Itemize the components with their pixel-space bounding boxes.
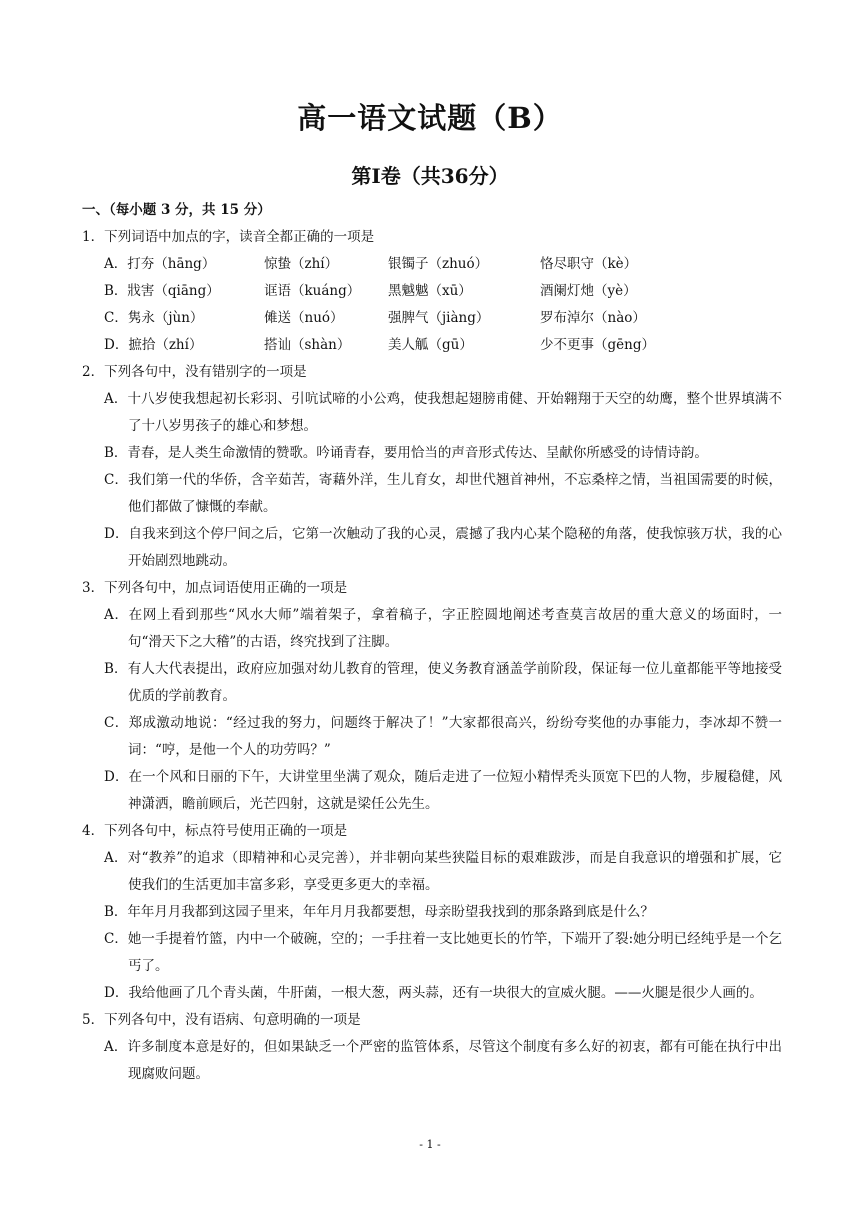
option-b: B．年年月月我都到这园子里来，年年月月我都要想，母亲盼望我找到的那条路到底是什么？ bbox=[104, 904, 654, 920]
option-row-d bbox=[82, 332, 782, 359]
part-heading: 第Ⅰ卷（共36分） bbox=[351, 164, 509, 188]
option-b: B．有人大代表提出，政府应加强对幼儿教育的管理，使义务教育涵盖学前阶段，保证每一位儿童都能平等地接受优质的学前教育。 bbox=[104, 661, 782, 704]
exam-title: 高一语文试题（B） bbox=[297, 101, 563, 135]
option-row-c bbox=[82, 305, 782, 332]
option-cell: 恪尽职守（kè） bbox=[540, 256, 638, 272]
option-cell: 酒阑灯灺（yè） bbox=[540, 283, 637, 299]
option-cell: 惊蛰（zhí） bbox=[264, 256, 339, 272]
option-a: A．十八岁使我想起初长彩羽、引吭试啼的小公鸡，使我想起翅膀甫健、开始翱翔于天空的幼鹰，整个世界填满不了十八岁男孩子的雄心和梦想。 bbox=[104, 391, 782, 434]
option-cell: 少不更事（gēng） bbox=[540, 337, 655, 353]
option-a: A．在网上看到那些“风水大师”端着架子，拿着稿子，字正腔圆地阐述考查莫言故居的重大意义的场面时，一句“滑天下之大稽”的古语，终究找到了注脚。 bbox=[104, 607, 782, 650]
option-a: A．对“教养”的追求（即精神和心灵完善），并非朝向某些狭隘目标的艰难跋涉，而是自我意识的增强和扩展，它使我们的生活更加丰富多彩，享受更多更大的幸福。 bbox=[104, 850, 782, 893]
question-stem: 3．下列各句中，加点词语使用正确的一项是 bbox=[82, 580, 348, 596]
option-cell: 黑魆魆（xū） bbox=[388, 283, 472, 299]
option-cell: A．打夯（hāng） bbox=[104, 256, 216, 272]
question-2 bbox=[82, 359, 782, 575]
option-cell: 诓语（kuáng） bbox=[264, 283, 361, 299]
page-number: - 1 - bbox=[419, 1138, 441, 1151]
option-c: C．她一手提着竹篮，内中一个破碗，空的；一手拄着一支比她更长的竹竿，下端开了裂:她分明已经纯乎是一个乞丐了。 bbox=[104, 931, 782, 974]
question-stem: 5．下列各句中，没有语病、句意明确的一项是 bbox=[82, 1012, 361, 1028]
option-cell: 搭讪（shàn） bbox=[264, 337, 351, 353]
option-cell: 美人觚（gū） bbox=[388, 337, 473, 353]
option-d: D．自我来到这个停尸间之后，它第一次触动了我的心灵，震撼了我内心某个隐秘的角落，使我惊骇万状，我的心开始剧烈地跳动。 bbox=[104, 526, 782, 569]
option-cell: 银镯子（zhuó） bbox=[388, 256, 489, 272]
option-a: A．许多制度本意是好的，但如果缺乏一个严密的监管体系，尽管这个制度有多么好的初衷，都有可能在执行中出现腐败问题。 bbox=[104, 1039, 782, 1082]
question-stem: 2．下列各句中，没有错别字的一项是 bbox=[82, 364, 307, 380]
option-row-a bbox=[82, 251, 782, 278]
question-stem: 1．下列词语中加点的字，读音全都正确的一项是 bbox=[82, 229, 375, 245]
option-c: C．郑成激动地说：“经过我的努力，问题终于解决了！”大家都很高兴，纷纷夸奖他的办事能力，李冰却不赞一词：“哼，是他一个人的功劳吗？” bbox=[104, 715, 782, 758]
question-3 bbox=[82, 575, 782, 818]
option-cell: 强脾气（jiàng） bbox=[388, 310, 490, 326]
option-c: C．我们第一代的华侨，含辛茹苦，寄藉外洋，生儿育女，却世代翘首神州，不忘桑梓之情，当祖国需要的时候，他们都做了慷慨的奉献。 bbox=[104, 472, 782, 515]
option-row-b bbox=[82, 278, 782, 305]
exam-content bbox=[82, 197, 782, 1088]
section-heading: 一、（每小题 3 分，共 15 分） bbox=[82, 202, 271, 218]
question-stem: 4．下列各句中，标点符号使用正确的一项是 bbox=[82, 823, 348, 839]
option-cell: 罗布淖尔（nào） bbox=[540, 310, 646, 326]
question-4 bbox=[82, 818, 782, 1007]
option-cell: C．隽永（jùn） bbox=[104, 310, 204, 326]
option-d: D．在一个风和日丽的下午，大讲堂里坐满了观众，随后走进了一位短小精悍秃头顶宽下巴的人物，步履稳健，风神潇洒，瞻前顾后，光芒四射，这就是梁任公先生。 bbox=[104, 769, 782, 812]
question-1 bbox=[82, 224, 782, 359]
option-cell: D．摭拾（zhí） bbox=[104, 337, 203, 353]
option-cell: 傩送（nuó） bbox=[264, 310, 344, 326]
option-cell: B．戕害（qiāng） bbox=[104, 283, 220, 299]
question-5 bbox=[82, 1007, 782, 1088]
option-d: D．我给他画了几个青头菌，牛肝菌，一根大葱，两头蒜，还有一块很大的宣威火腿。——火腿是很少人画的。 bbox=[104, 985, 763, 1001]
option-b: B．青春，是人类生命激情的赞歌。吟诵青春，要用恰当的声音形式传达、呈献你所感受的诗情诗韵。 bbox=[104, 445, 708, 461]
